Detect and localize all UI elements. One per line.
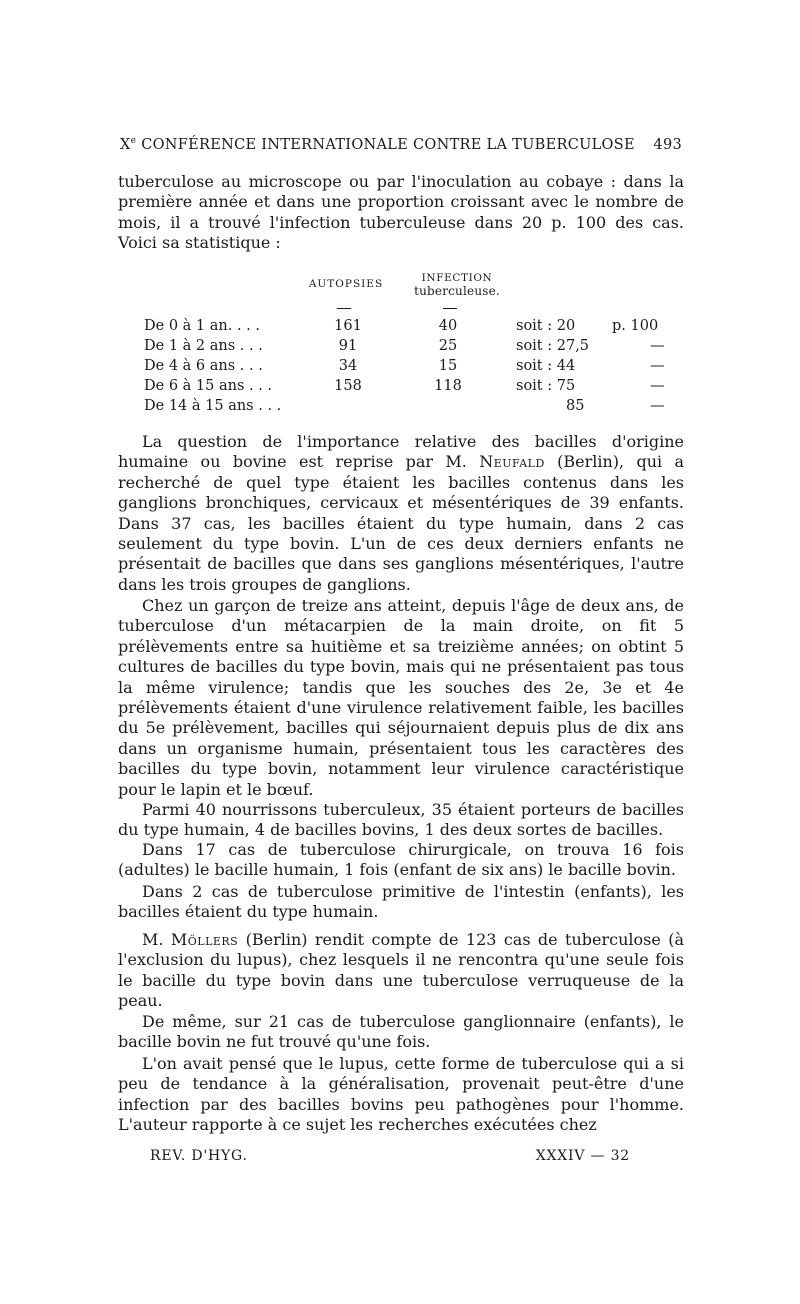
footer-volume: XXXIV — 32: [535, 1148, 630, 1164]
cell-autopsies: 91: [338, 338, 358, 354]
table-row: [118, 358, 684, 378]
table-row: [118, 398, 684, 418]
cell-infection: 40: [438, 318, 458, 334]
page-footer: [150, 1148, 630, 1164]
cell-percentage: soit : 20: [516, 318, 576, 334]
table-row: [118, 318, 684, 338]
column-header-infection: INFECTION tuberculeuse.: [414, 272, 500, 298]
author-name: Möllers: [170, 930, 239, 949]
row-label: De 0 à 1 an. . . .: [144, 318, 260, 334]
cell-autopsies: 34: [338, 358, 358, 374]
cell-infection: 15: [438, 358, 458, 374]
paragraph-neufald: La question de l'importance relative des bacilles d'origine humaine ou bovine est reprise par M. Neufald (Berlin), qui a recherché de quel type étaient les bacilles contenus dans les ganglions bronchiques, cervicaux et mésentériques de 39 enfants. Dans 37 cas, les bacilles étaient du type humain, dans 2 cas seulement du type bovin. L'un de ces deux derniers enfants ne présentait de bacilles que dans ses ganglions mésentériques, l'autre dans les trois groupes de ganglions.: [118, 432, 684, 594]
cell-autopsies: 158: [334, 378, 362, 394]
page-number: 493: [653, 136, 682, 153]
table-row: [118, 378, 684, 398]
cell-percentage: soit : 75: [516, 378, 576, 394]
row-label: De 4 à 6 ans . . .: [144, 358, 263, 374]
header-rule: [337, 308, 351, 309]
header-rule: [443, 308, 457, 309]
running-header: [120, 136, 682, 153]
paragraph-chirurgicale: Dans 17 cas de tuberculose chirurgicale, on trouva 16 fois (adultes) le bacille humain, 1 fois (enfant de six ans) le bacille bovin.: [118, 840, 684, 880]
cell-unit: —: [650, 338, 665, 354]
paragraph-ganglionnaire: De même, sur 21 cas de tuberculose ganglionnaire (enfants), le bacille bovin ne fut trouvé qu'une fois.: [118, 1012, 684, 1052]
table-row: [118, 338, 684, 358]
paragraph-nourrissons: Parmi 40 nourrissons tuberculeux, 35 étaient porteurs de bacilles du type humain, 4 de bacilles bovins, 1 des deux sortes de bacilles.: [118, 800, 684, 840]
cell-autopsies: 161: [334, 318, 362, 334]
row-label: De 1 à 2 ans . . .: [144, 338, 263, 354]
paragraph-intestin: Dans 2 cas de tuberculose primitive de l'intestin (enfants), les bacilles étaient du type humain.: [118, 882, 684, 922]
cell-unit: p. 100: [612, 318, 659, 334]
cell-infection: 118: [434, 378, 462, 394]
cell-percentage: soit : 44: [516, 358, 576, 374]
cell-unit: —: [650, 398, 665, 414]
row-label: De 14 à 15 ans . . .: [144, 398, 282, 414]
paragraph-case-boy: Chez un garçon de treize ans atteint, depuis l'âge de deux ans, de tuberculose d'un métacarpien de la main droite, on fit 5 prélèvements entre sa huitième et sa treizième années; on obtint 5 cultures de bacilles du type bovin, mais qui ne présentaient pas tous la même virulence; tandis que les souches des 2e, 3e et 4e prélèvements étaient d'une virulence relativement faible, les bacilles du 5e prélèvement, bacilles qui séjournaient depuis plus de dix ans dans un organisme humain, présentaient tous les caractères des bacilles du type bovin, notamment leur virulence caractéristique pour le lapin et le bœuf.: [118, 596, 684, 799]
cell-percentage: 85: [566, 398, 585, 414]
cell-infection: 25: [438, 338, 458, 354]
cell-percentage: soit : 27,5: [516, 338, 590, 354]
intro-paragraph: tuberculose au microscope ou par l'inoculation au cobaye : dans la première année et dans une proportion croissant avec le nombre de mois, il a trouvé l'infection tuberculeuse dans 20 p. 100 des cas. Voici sa statistique :: [118, 172, 684, 253]
header-title: Xe CONFÉRENCE INTERNATIONALE CONTRE LA TUBERCULOSE: [120, 136, 635, 153]
paragraph-lupus: L'on avait pensé que le lupus, cette forme de tuberculose qui a si peu de tendance à la généralisation, provenait peut-être d'une infection par des bacilles bovins peu pathogènes pour l'homme. L'auteur rapporte à ce sujet les recherches exécutées chez: [118, 1054, 684, 1135]
paragraph-mollers: M. Möllers (Berlin) rendit compte de 123 cas de tuberculose (à l'exclusion du lupus), chez lesquels il ne rencontra qu'une seule fois le bacille du type bovin dans une tuberculose verruqueuse de la peau.: [118, 930, 684, 1011]
column-header-autopsies: AUTOPSIES: [308, 278, 384, 290]
row-label: De 6 à 15 ans . . .: [144, 378, 273, 394]
footer-journal: REV. D'HYG.: [150, 1148, 248, 1164]
cell-unit: —: [650, 358, 665, 374]
author-name: Neufald: [479, 452, 545, 472]
cell-unit: —: [650, 378, 665, 394]
